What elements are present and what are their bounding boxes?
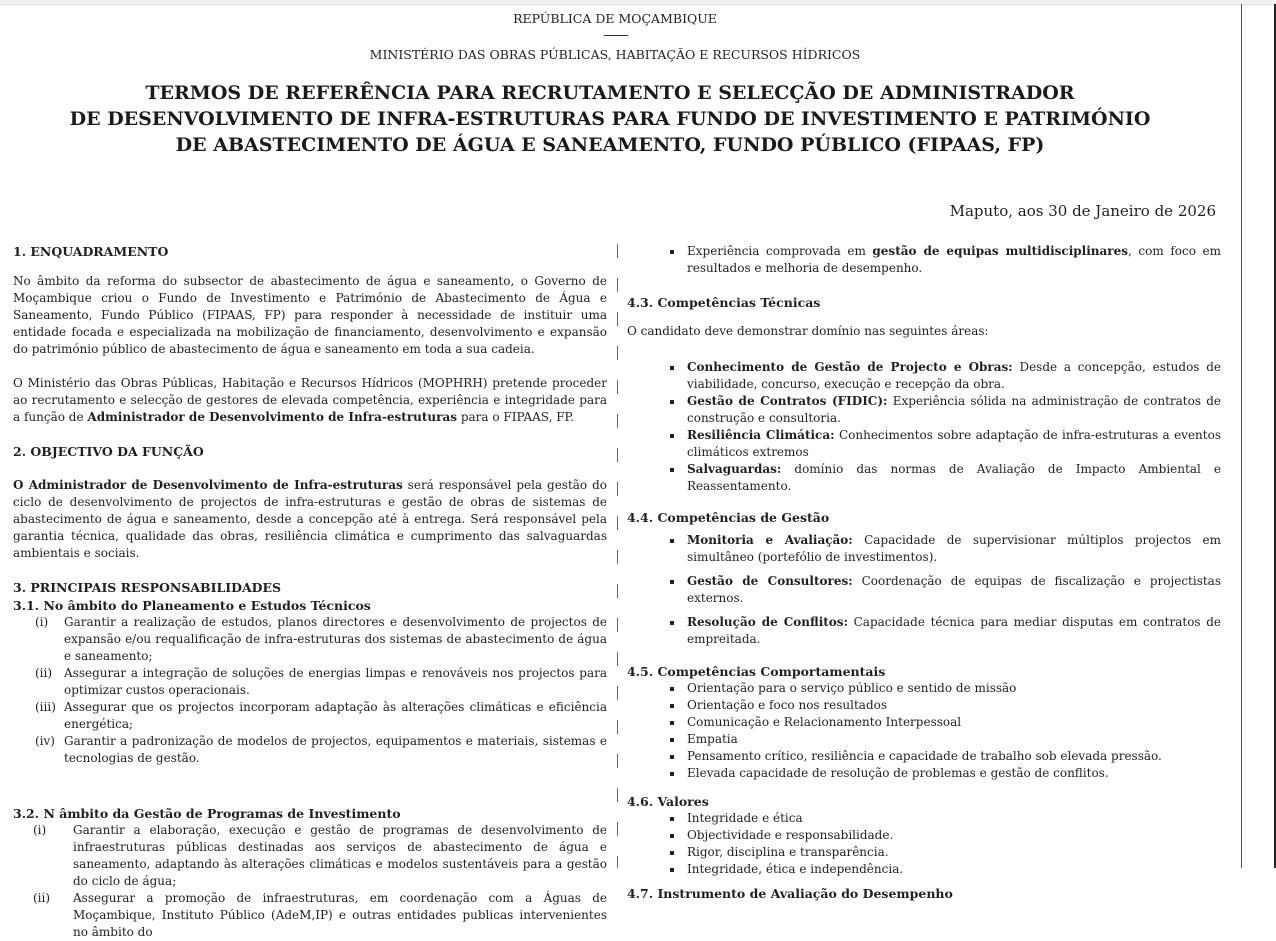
bullet-icon [670, 366, 674, 370]
bullet-icon [670, 250, 674, 254]
responsibilities-list-3-1 [13, 614, 607, 767]
list-item: Orientação e foco nos resultados [627, 697, 1221, 714]
list-item: Orientação para o serviço público e sentido de missão [627, 680, 1221, 697]
bullet-icon [670, 868, 674, 872]
bullet-icon [670, 817, 674, 821]
bullet-icon [670, 772, 674, 776]
subsection-heading-4-7: 4.7. Instrumento de Avaliação do Desempenho [627, 886, 953, 901]
column-separator [617, 244, 618, 868]
list-item: Objectividade e responsabilidade. [627, 827, 1221, 844]
bullet-icon [670, 704, 674, 708]
ministry-header: MINISTÉRIO DAS OBRAS PÚBLICAS, HABITAÇÃO E RECURSOS HÍDRICOS [369, 47, 861, 62]
bullet-icon [670, 738, 674, 742]
title-line: DE DESENVOLVIMENTO DE INFRA-ESTRUTURAS PARA FUNDO DE INVESTIMENTO E PATRIMÓNIO [69, 108, 1151, 130]
bullet-icon [670, 580, 674, 584]
management-competencies-list [627, 532, 1221, 648]
document-title [0, 80, 1220, 158]
page-right-border [1241, 4, 1242, 868]
technical-competencies-list [627, 359, 1221, 495]
list-item: Pensamento crítico, resiliência e capacidade de trabalho sob elevada pressão. [627, 748, 1221, 765]
list-item: Experiência comprovada em gestão de equipas multidisciplinares, com foco em resultados e melhoria de desempenho. [627, 243, 1221, 277]
responsibilities-list-3-2 [13, 822, 607, 941]
list-item: (ii) Assegurar a promoção de infraestruturas, em coordenação com a Águas de Moçambique, Instituto Público (AdeM,IP) e outras entidades publicas intervenientes no âmbito do [33, 891, 607, 939]
bullet-icon [670, 834, 674, 838]
list-item: Gestão de Contratos (FIDIC): Experiência sólida na administração de contratos de construção e consultoria. [627, 393, 1221, 427]
list-item: Salvaguardas: domínio das normas de Avaliação de Impacto Ambiental e Reassentamento. [627, 461, 1221, 495]
document-date: Maputo, aos 30 de Janeiro de 2026 [949, 202, 1216, 220]
section-heading-objectivo: 2. OBJECTIVO DA FUNÇÃO [13, 444, 204, 459]
section-heading-responsabilidades: 3. PRINCIPAIS RESPONSABILIDADES [13, 580, 282, 595]
experience-list [627, 243, 1221, 277]
header-divider [604, 35, 628, 36]
list-item: (iv) Garantir a padronização de modelos de projectos, equipamentos e materiais, sistemas e tecnologias de gestão. [35, 734, 607, 765]
list-item: Monitoria e Avaliação: Capacidade de supervisionar múltiplos projectos em simultâneo (portefólio de investimentos). [627, 532, 1221, 566]
bullet-icon [670, 721, 674, 725]
paragraph: O Administrador de Desenvolvimento de Infra-estruturas será responsável pela gestão do ciclo de desenvolvimento de projectos de infra-estruturas e gestão de obras de sistemas de abastecimento de água e saneamento, desde a concepção até à entrega. Será responsável pela garantia técnica, qualidade das obras, resiliência climática e cumprimento das salvaguardas ambientais e sociais. [13, 478, 607, 560]
list-item: (i) Garantir a realização de estudos, planos directores e desenvolvimento de projectos de expansão e/ou requalificação de infra-estruturas dos sistemas de abastecimento de água e saneamento; [35, 615, 607, 663]
list-item: Integridade, ética e independência. [627, 861, 1221, 878]
section-heading-enquadramento: 1. ENQUADRAMENTO [13, 244, 169, 259]
subsection-heading-4-3: 4.3. Competências Técnicas [627, 295, 821, 310]
republic-header: REPÚBLICA DE MOÇAMBIQUE [513, 11, 717, 26]
list-item: Integridade e ética [627, 810, 1221, 827]
viewer-top-bar [0, 0, 1276, 5]
subsection-heading-4-6: 4.6. Valores [627, 794, 709, 809]
paragraph: No âmbito da reforma do subsector de abastecimento de água e saneamento, o Governo de Moçambique criou o Fundo de Investimento e Património de Abastecimento de Água e Saneamento, Fundo Público (FIPAAS, FP) para responder à necessidade de instituir uma entidade focada e especializada na mobilização de financiamento, desenvolvimento e expansão do património público de abastecimento de água e saneamento em toda a sua cadeia. [13, 274, 607, 356]
bullet-icon [670, 468, 674, 472]
list-item: (ii) Assegurar a integração de soluções de energias limpas e renováveis nos projectos para optimizar custos operacionais. [35, 666, 607, 697]
list-item: Comunicação e Relacionamento Interpessoal [627, 714, 1221, 731]
list-item: Elevada capacidade de resolução de problemas e gestão de conflitos. [627, 765, 1221, 782]
bullet-icon [670, 851, 674, 855]
bullet-icon [670, 687, 674, 691]
bullet-icon [670, 400, 674, 404]
list-item: Resolução de Conflitos: Capacidade técnica para mediar disputas em contratos de empreitada. [627, 614, 1221, 648]
left-column [13, 243, 607, 941]
list-item: Conhecimento de Gestão de Projecto e Obras: Desde a concepção, estudos de viabilidade, concurso, execução e recepção da obra. [627, 359, 1221, 393]
subsection-heading-4-4: 4.4. Competências de Gestão [627, 510, 830, 525]
behavioural-competencies-list [627, 680, 1221, 782]
bullet-icon [670, 755, 674, 759]
list-item: (i) Garantir a elaboração, execução e gestão de programas de desenvolvimento de infraestruturas públicas destinadas aos serviços de abastecimento de água e saneamento, adaptando às alterações climáticas e modelos sustentáveis para a gestão do ciclo de água; [33, 823, 607, 888]
list-item: Rigor, disciplina e transparência. [627, 844, 1221, 861]
list-item: Empatia [627, 731, 1221, 748]
paragraph: O candidato deve demonstrar domínio nas seguintes áreas: [627, 324, 989, 338]
right-column [627, 243, 1221, 902]
list-item: Gestão de Consultores: Coordenação de equipas de fiscalização e projectistas externos. [627, 573, 1221, 607]
subsection-heading-3-2: 3.2. N âmbito da Gestão de Programas de Investimento [13, 806, 401, 821]
bullet-icon [670, 539, 674, 543]
bullet-icon [670, 434, 674, 438]
subsection-heading-3-1: 3.1. No âmbito do Planeamento e Estudos Técnicos [13, 598, 371, 613]
title-line: TERMOS DE REFERÊNCIA PARA RECRUTAMENTO E SELECÇÃO DE ADMINISTRADOR [145, 82, 1075, 104]
subsection-heading-4-5: 4.5. Competências Comportamentais [627, 664, 886, 679]
paragraph: O Ministério das Obras Públicas, Habitação e Recursos Hídricos (MOPHRH) pretende proceder ao recrutamento e selecção de gestores de elevada competência, experiência e integridade para a função de Administrador de Desenvolvimento de Infra-estruturas para o FIPAAS, FP. [13, 376, 607, 424]
list-item: (iii) Assegurar que os projectos incorporam adaptação às alterações climáticas e eficiência energética; [35, 700, 607, 731]
title-line: DE ABASTECIMENTO DE ÁGUA E SANEAMENTO, FUNDO PÚBLICO (FIPAAS, FP) [175, 134, 1045, 156]
bullet-icon [670, 621, 674, 625]
list-item: Resiliência Climática: Conhecimentos sobre adaptação de infra-estruturas a eventos climáticos extremos [627, 427, 1221, 461]
